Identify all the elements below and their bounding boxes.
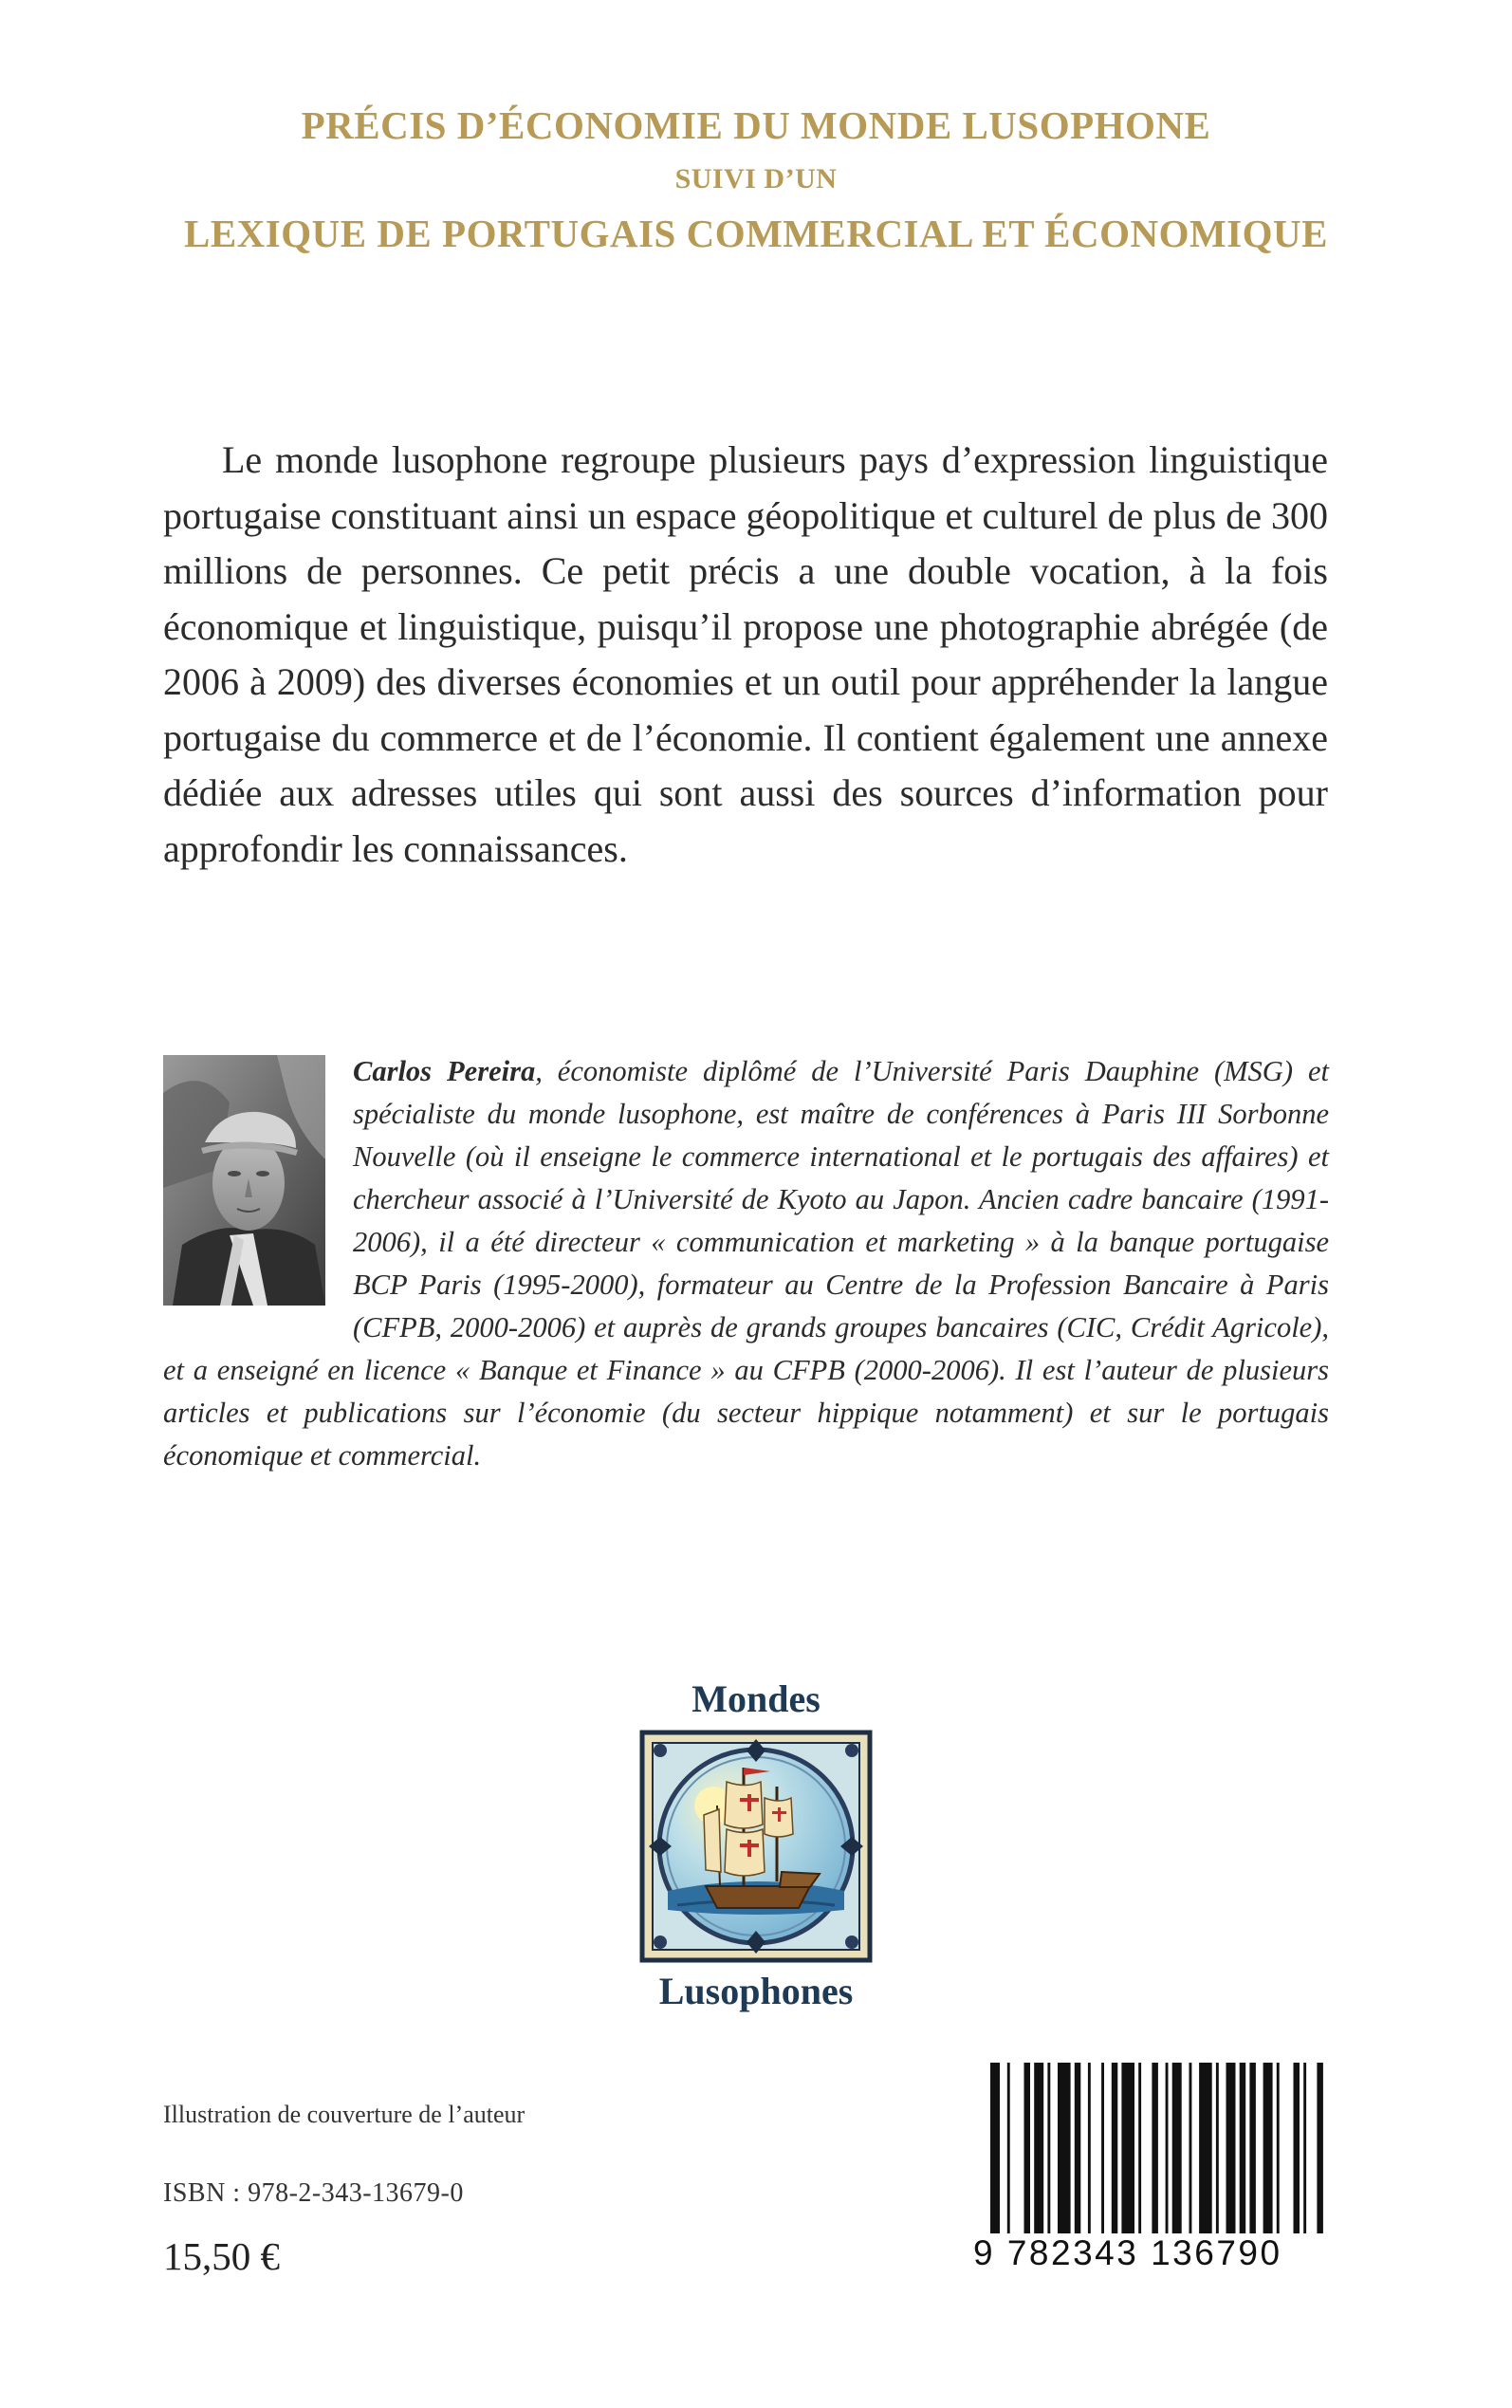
barcode-bar — [1024, 2063, 1031, 2233]
barcode-bar — [1240, 2063, 1246, 2233]
title-subtitle: LEXIQUE DE PORTUGAIS COMMERCIAL ET ÉCONOMIQUE — [183, 212, 1329, 255]
author-name: Carlos Pereira — [353, 1055, 536, 1087]
series-name-top: Mondes — [691, 1677, 821, 1720]
barcode-bar — [1007, 2063, 1010, 2233]
barcode-bar — [1058, 2063, 1071, 2233]
barcode-bar — [1226, 2063, 1236, 2233]
price-label: 15,50 € — [163, 2234, 280, 2278]
barcode-bar — [1166, 2063, 1169, 2233]
isbn-number: ISBN : 978-2-343-13679-0 — [163, 2178, 464, 2208]
barcode-bar — [1088, 2063, 1091, 2233]
barcode-bar — [1189, 2063, 1192, 2233]
barcode-bar — [1249, 2063, 1256, 2233]
author-biography — [163, 1050, 1329, 1477]
barcode-bar — [1199, 2063, 1212, 2233]
barcode-bar — [990, 2063, 1000, 2233]
title-main: PRÉCIS D’ÉCONOMIE DU MONDE LUSOPHONE — [301, 103, 1211, 147]
barcode-bar — [1303, 2063, 1306, 2233]
series-name-bottom: Lusophones — [658, 1970, 854, 2012]
bio-text: , économiste diplômé de l’Université Paris Dauphine (MSG) et spécialiste du monde lusophone, est maître de conférences à Paris III Sorbonne Nouvelle (où il enseigne le commerce international et le portugais des affaires) et chercheur associé à l’Université de Kyoto au Japon. Ancien cadre bancaire (1991-2006), il a été directeur « communication et marketing » à la banque portugaise BCP Paris (1995-2000), formateur au Centre de la Profession Bancaire à Paris (CFPB, 2000-2006) et auprès de grands groupes bancaires (CIC, Crédit Agricole), et a enseigné en licence « Banque et Finance » au CFPB (2000-2006). Il est l’auteur de plusieurs articles et publications sur l’économie (du secteur hippique notamment) et sur le portugais économique et commercial. — [163, 1055, 1329, 1472]
barcode-digits: 9 782343 136790 — [973, 2233, 1282, 2272]
barcode-bar — [1138, 2063, 1141, 2233]
series-logo — [609, 1675, 903, 2016]
barcode-bar — [1047, 2063, 1050, 2233]
summary-paragraph — [163, 433, 1328, 877]
barcode-bar — [1172, 2063, 1182, 2233]
summary-text: Le monde lusophone regroupe plusieurs pays d’expression linguistique portugaise constituant ainsi un espace géopolitique et culturel de plus de 300 millions de personnes. Ce petit précis a une double vocation, à la fois économique et linguistique, puisqu’il propose une photographie abrégée (de 2006 à 2009) des diverses économies et un outil pour appréhender la langue portugaise du commerce et de l’économie. Il contient également une annexe dédiée aux adresses utiles qui sont aussi des sources d’information pour approfondir les connaissances. — [163, 438, 1328, 870]
barcode-bar — [1121, 2063, 1134, 2233]
barcode-bar — [1216, 2063, 1219, 2233]
barcode-bar — [1075, 2063, 1081, 2233]
cover-illustration-credit: Illustration de couverture de l’auteur — [163, 2101, 526, 2128]
barcode-bar — [1277, 2063, 1280, 2233]
barcode-bar — [1317, 2063, 1323, 2233]
barcode-bar — [1034, 2063, 1043, 2233]
barcode-bar — [1101, 2063, 1104, 2233]
barcode-bar — [1263, 2063, 1273, 2233]
barcode-bar — [1294, 2063, 1300, 2233]
title-connector: SUIVI D’UN — [674, 163, 838, 194]
barcode-bar — [1112, 2063, 1118, 2233]
barcode-bar — [1152, 2063, 1158, 2233]
book-title — [0, 95, 1512, 264]
caravel-stained-glass-emblem — [639, 1730, 873, 1963]
